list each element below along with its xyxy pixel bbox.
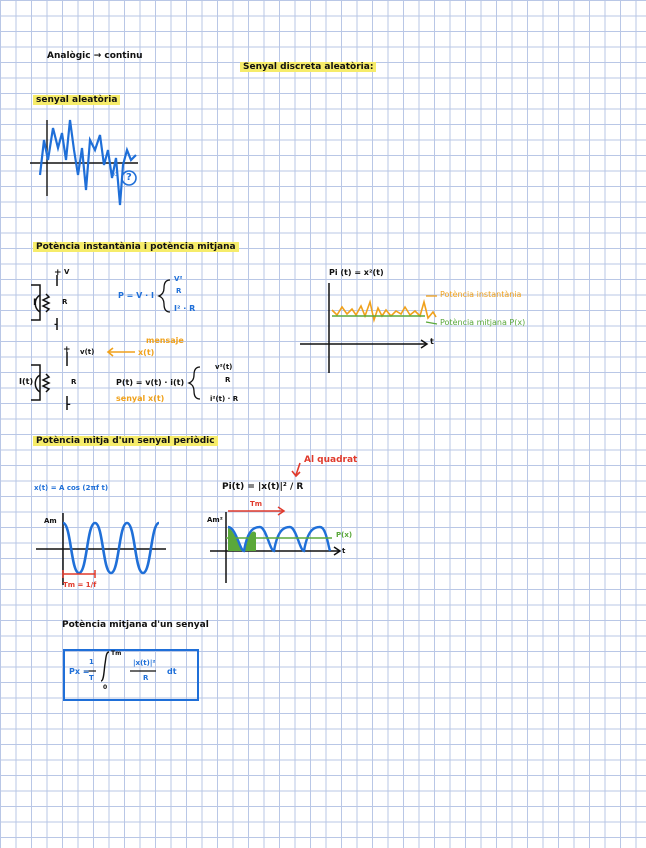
message-arrow bbox=[108, 348, 135, 356]
squared-arrow bbox=[292, 463, 300, 476]
formula2-opt2: i²(t) · R bbox=[210, 395, 239, 403]
t-label: t bbox=[342, 547, 346, 555]
cos-wave bbox=[63, 523, 159, 573]
instantaneous-power-wave bbox=[332, 302, 436, 320]
c1-minus: - bbox=[54, 320, 58, 330]
am2-label: Am² bbox=[207, 516, 223, 524]
tm2-label: Tm bbox=[250, 500, 263, 508]
periodic-title: Potència mitja d'un senyal periòdic bbox=[33, 436, 218, 446]
message-xt: x(t) bbox=[138, 348, 155, 357]
formula1-opt2: I² · R bbox=[174, 304, 196, 313]
formula1-opt1-den: R bbox=[176, 287, 182, 295]
c2-r: R bbox=[71, 378, 77, 386]
t0-label: t₀ bbox=[111, 169, 118, 178]
c1-plus: + bbox=[54, 268, 62, 278]
px-eq: Px = bbox=[69, 667, 90, 676]
analog-note: Analògic → continu bbox=[47, 51, 143, 61]
signal-label: senyal x(t) bbox=[116, 394, 165, 403]
frac-num: 1 bbox=[89, 658, 94, 666]
formula1-main: P = V · I bbox=[118, 291, 154, 300]
pi-graph-t: t bbox=[430, 337, 434, 346]
px-label: P(x) bbox=[336, 531, 353, 539]
formula1-opt1: V² bbox=[174, 275, 183, 283]
c1-r: R bbox=[62, 298, 68, 306]
integrand-den: R bbox=[143, 674, 149, 682]
c2-plus: + bbox=[63, 345, 71, 355]
circuit-2 bbox=[31, 352, 67, 410]
c1-i: I bbox=[33, 298, 37, 308]
c2-minus: - bbox=[67, 400, 71, 410]
c1-v: V bbox=[64, 268, 70, 276]
squared-note: Al quadrat bbox=[304, 455, 358, 465]
am-label: Am bbox=[44, 517, 57, 525]
pi-graph-title: Pi (t) = x²(t) bbox=[329, 268, 384, 277]
mean-power-label: Potència mitjana P(x) bbox=[440, 318, 526, 327]
lower-limit: 0 bbox=[103, 684, 108, 691]
power-section-title: Potència instantània i potència mitjana bbox=[33, 242, 239, 252]
pi-formula: Pi(t) = |x(t)|² / R bbox=[222, 482, 304, 492]
message-label: mensaje bbox=[146, 336, 184, 345]
mean-power-formula-box bbox=[63, 649, 199, 701]
formula2-opt1: v²(t) bbox=[215, 363, 233, 371]
dt-label: dt bbox=[167, 667, 177, 676]
c2-it: I(t) bbox=[19, 377, 34, 386]
tm2-marker bbox=[228, 507, 284, 515]
brace-2 bbox=[189, 367, 200, 399]
formula2-opt1-den: R bbox=[225, 376, 231, 384]
inst-power-label: Potència instantània bbox=[440, 290, 522, 299]
abs-cos-wave bbox=[228, 527, 330, 551]
mean-title: Potència mitjana d'un senyal bbox=[62, 620, 209, 630]
frac-den: T bbox=[89, 674, 94, 682]
upper-limit: Tm bbox=[111, 650, 122, 657]
tm-marker bbox=[63, 570, 95, 578]
question-mark: ? bbox=[126, 172, 132, 183]
discrete-title: Senyal discreta aleatòria: bbox=[240, 62, 376, 72]
integrand-num: |x(t)|² bbox=[133, 659, 156, 667]
random-signal-title: senyal aleatòria bbox=[33, 95, 120, 105]
formula2-main: P(t) = v(t) · i(t) bbox=[116, 378, 185, 387]
brace-1 bbox=[159, 280, 170, 312]
pi-graph-axes bbox=[300, 283, 427, 373]
tm-label: Tm = 1/f bbox=[63, 581, 97, 589]
xt-formula: x(t) = A cos (2πf t) bbox=[34, 484, 109, 492]
c2-vt: v(t) bbox=[80, 348, 95, 356]
